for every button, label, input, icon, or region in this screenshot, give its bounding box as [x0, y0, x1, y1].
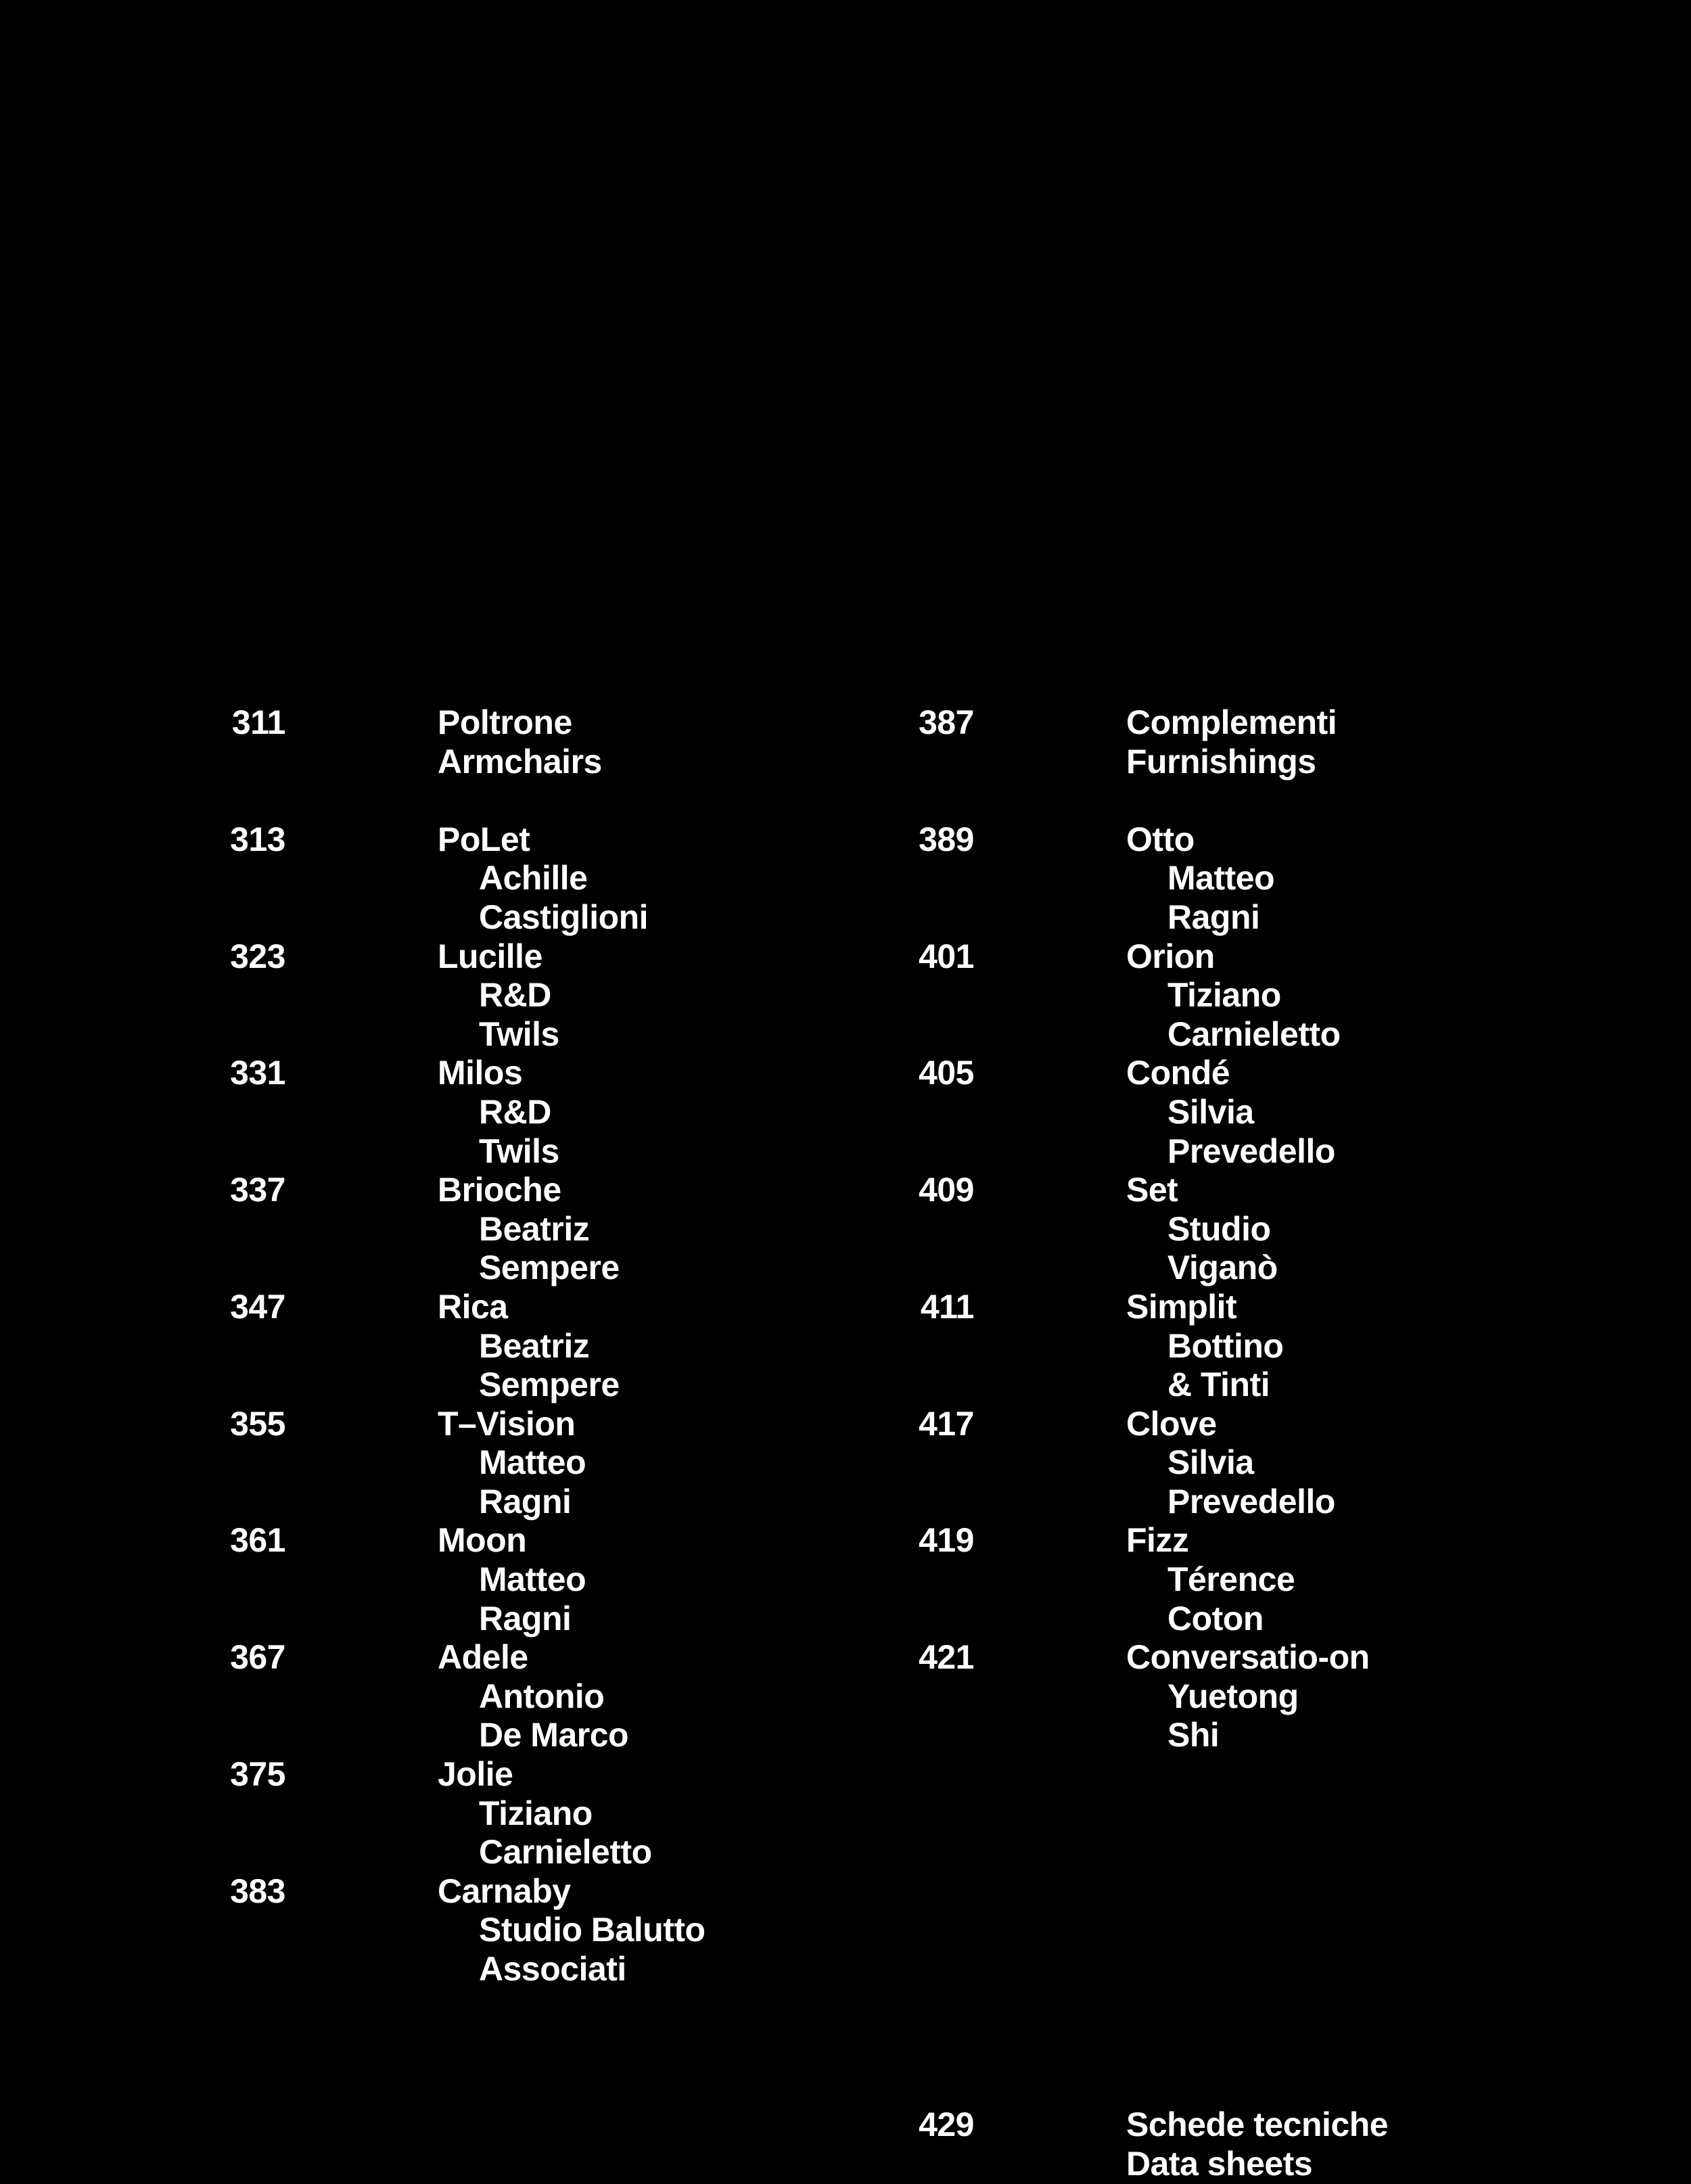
- section-page-number: 387: [919, 703, 974, 741]
- entry-designer-name: Térence: [1167, 1560, 1295, 1599]
- entry-designer-name: Studio: [1167, 1209, 1271, 1248]
- entry-designer-name: Carnieletto: [1167, 1015, 1341, 1053]
- entry-page-number: 323: [230, 937, 285, 975]
- entry-page-number: 383: [230, 1872, 285, 1910]
- entry-designer-name: Tiziano: [479, 1794, 593, 1832]
- entry-designer-name: De Marco: [479, 1716, 629, 1755]
- entry-page-number: 411: [920, 1287, 974, 1326]
- entry-designer-name: Yuetong: [1167, 1677, 1299, 1715]
- entry-designer-name: Prevedello: [1167, 1482, 1335, 1520]
- entry-designer-name: Twils: [479, 1015, 559, 1053]
- entry-designer-name: Matteo: [479, 1443, 586, 1482]
- entry-page-number: 417: [919, 1404, 974, 1443]
- entry-page-number: 337: [230, 1171, 285, 1209]
- entry-designer-name: Associati: [479, 1950, 626, 1988]
- entry-designer-name: Beatriz: [479, 1209, 590, 1248]
- entry-designer-name: R&D: [479, 976, 551, 1015]
- entry-product-name: Otto: [1126, 820, 1195, 858]
- entry-designer-name: Carnieletto: [479, 1833, 652, 1872]
- entry-product-name: Set: [1126, 1171, 1178, 1209]
- entry-designer-name: Studio Balutto: [479, 1911, 705, 1949]
- entry-designer-name: Ragni: [479, 1599, 572, 1637]
- entry-designer-name: Ragni: [1167, 898, 1260, 936]
- section-title-en: Armchairs: [438, 742, 602, 781]
- section-title-en: Data sheets: [1126, 2144, 1313, 2183]
- entry-product-name: Clove: [1126, 1404, 1217, 1443]
- entry-designer-name: Tiziano: [1167, 976, 1281, 1015]
- entry-designer-name: Sempere: [479, 1249, 620, 1287]
- entry-designer-name: Coton: [1167, 1599, 1264, 1637]
- entry-page-number: 389: [919, 820, 974, 858]
- entry-designer-name: Viganò: [1167, 1249, 1278, 1287]
- entry-product-name: Carnaby: [438, 1872, 571, 1910]
- entry-page-number: 313: [230, 820, 285, 858]
- entry-page-number: 375: [230, 1755, 285, 1794]
- entry-designer-name: Silvia: [1167, 1443, 1254, 1482]
- section-title-it: Complementi: [1126, 703, 1337, 741]
- entry-designer-name: Twils: [479, 1132, 559, 1170]
- section-page-number: 311: [231, 703, 285, 741]
- entry-designer-name: Ragni: [479, 1482, 572, 1520]
- entry-page-number: 361: [230, 1521, 285, 1560]
- entry-product-name: T–Vision: [438, 1404, 576, 1443]
- entry-product-name: Simplit: [1126, 1287, 1237, 1326]
- entry-product-name: Orion: [1126, 937, 1215, 975]
- entry-designer-name: Sempere: [479, 1366, 620, 1404]
- entry-designer-name: Castiglioni: [479, 898, 649, 936]
- entry-page-number: 401: [919, 937, 974, 975]
- entry-designer-name: Bottino: [1167, 1326, 1284, 1365]
- entry-page-number: 347: [230, 1287, 285, 1326]
- entry-page-number: 355: [230, 1404, 285, 1443]
- entry-designer-name: Matteo: [479, 1560, 586, 1599]
- entry-page-number: 331: [230, 1054, 285, 1092]
- entry-product-name: Milos: [438, 1054, 523, 1092]
- entry-product-name: Rica: [438, 1287, 508, 1326]
- entry-designer-name: Prevedello: [1167, 1132, 1335, 1170]
- entry-designer-name: Beatriz: [479, 1326, 590, 1365]
- entry-product-name: Adele: [438, 1638, 528, 1677]
- entry-product-name: Jolie: [438, 1755, 513, 1794]
- entry-page-number: 409: [919, 1171, 974, 1209]
- entry-product-name: Lucille: [438, 937, 542, 975]
- entry-designer-name: Silvia: [1167, 1092, 1254, 1131]
- entry-designer-name: & Tinti: [1167, 1366, 1270, 1404]
- section-title-it: Schede tecniche: [1126, 2106, 1389, 2144]
- entry-product-name: Conversatio-on: [1126, 1638, 1370, 1677]
- entry-page-number: 421: [919, 1638, 974, 1677]
- section-title-it: Poltrone: [438, 703, 572, 741]
- entry-product-name: Condé: [1126, 1054, 1230, 1092]
- entry-designer-name: Achille: [479, 859, 588, 898]
- entry-product-name: Brioche: [438, 1171, 561, 1209]
- entry-designer-name: Matteo: [1167, 859, 1275, 898]
- entry-product-name: PoLet: [438, 820, 530, 858]
- entry-page-number: 367: [230, 1638, 285, 1677]
- section-page-number: 429: [919, 2106, 974, 2144]
- section-title-en: Furnishings: [1126, 742, 1316, 781]
- entry-designer-name: R&D: [479, 1092, 551, 1131]
- entry-designer-name: Antonio: [479, 1677, 605, 1715]
- entry-page-number: 419: [919, 1521, 974, 1560]
- entry-product-name: Moon: [438, 1521, 527, 1560]
- entry-page-number: 405: [919, 1054, 974, 1092]
- entry-product-name: Fizz: [1126, 1521, 1189, 1560]
- entry-designer-name: Shi: [1167, 1716, 1220, 1755]
